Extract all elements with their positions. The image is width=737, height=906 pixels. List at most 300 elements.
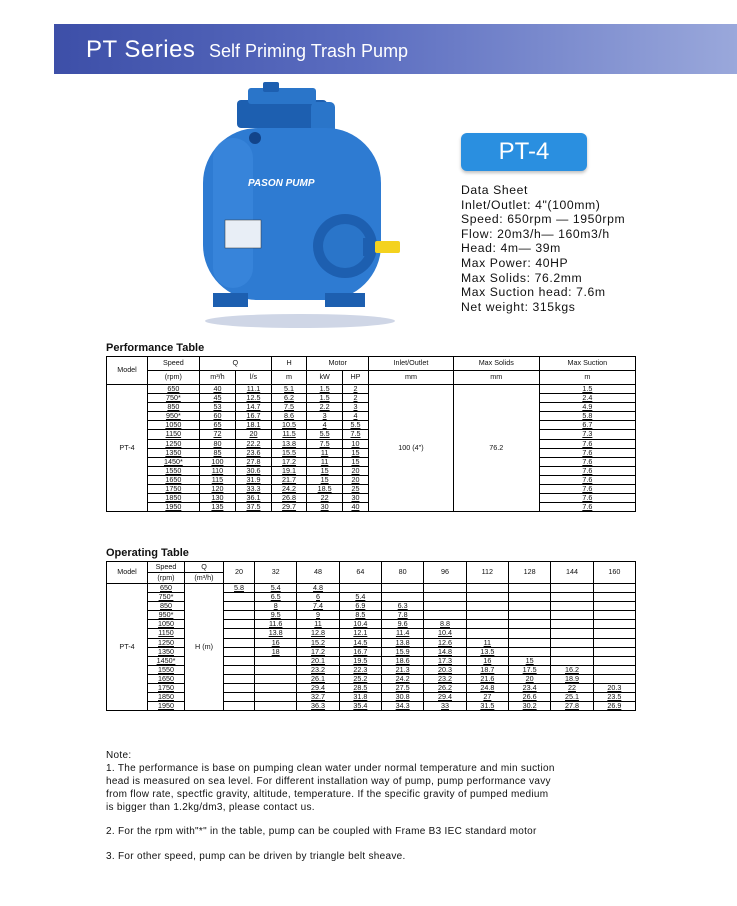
table-row: [107, 385, 636, 394]
spec-line: Head: 4m— 39m: [461, 241, 561, 256]
head-value-cell: 16.2: [551, 665, 593, 674]
flow-ls-cell: 30.6: [236, 466, 272, 475]
head-value-cell: 12.1: [339, 629, 381, 638]
flow-ls-cell: 27.8: [236, 457, 272, 466]
head-cell: 13.8: [271, 439, 307, 448]
head-value-cell: 21.6: [466, 674, 508, 683]
head-value-cell: 34.3: [382, 702, 424, 711]
unit-hp: HP: [342, 371, 368, 385]
suction-cell: 2.4: [539, 394, 635, 403]
head-value-cell: 17.3: [424, 656, 466, 665]
head-value-cell: [466, 602, 508, 611]
head-value-cell: 16.7: [339, 647, 381, 656]
head-value-cell: 32.7: [297, 693, 339, 702]
head-value-cell: 18.9: [551, 674, 593, 683]
head-value-cell: 26.9: [593, 702, 635, 711]
head-value-cell: [551, 656, 593, 665]
head-value-cell: 12.6: [424, 638, 466, 647]
unit-inlet: mm: [369, 371, 454, 385]
header-q: Q: [185, 562, 224, 573]
speed-cell: 1950: [148, 702, 185, 711]
speed-cell: 750*: [148, 394, 200, 403]
head-value-cell: [551, 638, 593, 647]
head-value-cell: 13.5: [466, 647, 508, 656]
flow-m3h-cell: 85: [199, 448, 235, 457]
flow-column-header: 48: [297, 562, 339, 584]
head-value-cell: [593, 611, 635, 620]
head-value-cell: 6.3: [382, 602, 424, 611]
motor-kw-cell: 22: [307, 494, 343, 503]
suction-cell: 7.6: [539, 457, 635, 466]
motor-kw-cell: 7.5: [307, 439, 343, 448]
motor-hp-cell: 3: [342, 403, 368, 412]
speed-cell: 950*: [148, 412, 200, 421]
head-value-cell: [551, 620, 593, 629]
speed-cell: 1350: [148, 647, 185, 656]
speed-cell: 1550: [148, 466, 200, 475]
head-value-cell: 26.6: [509, 693, 551, 702]
flow-m3h-cell: 120: [199, 485, 235, 494]
head-value-cell: [593, 620, 635, 629]
head-value-cell: 12.8: [297, 629, 339, 638]
series-subtitle: Self Priming Trash Pump: [209, 41, 409, 61]
head-value-cell: 6: [297, 593, 339, 602]
table-row: [107, 584, 636, 593]
flow-m3h-cell: 45: [199, 394, 235, 403]
spec-line: Speed: 650rpm — 1950rpm: [461, 212, 626, 227]
head-value-cell: [466, 629, 508, 638]
head-value-cell: [255, 674, 297, 683]
flow-ls-cell: 11.1: [236, 385, 272, 394]
head-value-cell: [224, 602, 255, 611]
header-suction: Max Suction: [539, 357, 635, 371]
motor-hp-cell: 15: [342, 457, 368, 466]
head-value-cell: 5.4: [255, 584, 297, 593]
motor-hp-cell: 5.5: [342, 421, 368, 430]
operating-table: [106, 561, 636, 711]
head-value-cell: 18.6: [382, 656, 424, 665]
flow-ls-cell: 14.7: [236, 403, 272, 412]
head-value-cell: 8: [255, 602, 297, 611]
head-cell: 10.5: [271, 421, 307, 430]
flow-m3h-cell: 115: [199, 475, 235, 484]
head-value-cell: 5.8: [224, 584, 255, 593]
flow-column-header: 144: [551, 562, 593, 584]
motor-kw-cell: 5.5: [307, 430, 343, 439]
head-value-cell: 11: [466, 638, 508, 647]
header-rpm: (rpm): [148, 371, 200, 385]
head-value-cell: 16: [255, 638, 297, 647]
head-value-cell: [255, 693, 297, 702]
motor-kw-cell: 4: [307, 421, 343, 430]
head-value-cell: [593, 593, 635, 602]
motor-kw-cell: 15: [307, 475, 343, 484]
head-cell: 17.2: [271, 457, 307, 466]
head-value-cell: 6.5: [255, 593, 297, 602]
note-3: 3. For other speed, pump can be driven by triangle belt sheave.: [106, 851, 406, 862]
head-value-cell: [509, 602, 551, 611]
head-value-cell: [382, 584, 424, 593]
head-value-cell: 13.8: [382, 638, 424, 647]
head-value-cell: 30.8: [382, 693, 424, 702]
suction-cell: 7.6: [539, 466, 635, 475]
motor-kw-cell: 3: [307, 412, 343, 421]
suction-cell: 5.8: [539, 412, 635, 421]
flow-ls-cell: 36.1: [236, 494, 272, 503]
speed-cell: 1750: [148, 485, 200, 494]
head-value-cell: [509, 647, 551, 656]
speed-cell: 1150: [148, 430, 200, 439]
note-1-line: is bigger than 1.2kg/dm3, please contact us.: [106, 802, 315, 813]
head-value-cell: [224, 656, 255, 665]
head-value-cell: [224, 665, 255, 674]
flow-m3h-cell: 65: [199, 421, 235, 430]
header-q: Q: [199, 357, 271, 371]
spec-line: Max Solids: 76.2mm: [461, 270, 583, 285]
flow-column-header: 64: [339, 562, 381, 584]
header-solids: Max Solids: [453, 357, 539, 371]
head-value-cell: [593, 647, 635, 656]
head-value-cell: 16: [466, 656, 508, 665]
head-value-cell: 22.3: [339, 665, 381, 674]
flow-ls-cell: 12.5: [236, 394, 272, 403]
header-speed: Speed: [148, 357, 200, 371]
motor-hp-cell: 2: [342, 385, 368, 394]
motor-hp-cell: 20: [342, 475, 368, 484]
speed-cell: 650: [148, 584, 185, 593]
title-banner: [54, 24, 737, 74]
speed-cell: 850: [148, 602, 185, 611]
head-value-cell: 9.5: [255, 611, 297, 620]
header-h: H: [271, 357, 307, 371]
head-value-cell: [424, 584, 466, 593]
head-value-cell: 15: [509, 656, 551, 665]
head-value-cell: [466, 620, 508, 629]
flow-column-header: 32: [255, 562, 297, 584]
head-value-cell: 20: [509, 674, 551, 683]
suction-cell: 7.6: [539, 439, 635, 448]
head-value-cell: [424, 602, 466, 611]
header-motor: Motor: [307, 357, 369, 371]
speed-cell: 1250: [148, 439, 200, 448]
speed-cell: 650: [148, 385, 200, 394]
head-value-cell: [509, 593, 551, 602]
head-value-cell: [593, 638, 635, 647]
motor-hp-cell: 25: [342, 485, 368, 494]
unit-q2: l/s: [236, 371, 272, 385]
head-value-cell: 23.2: [424, 674, 466, 683]
unit-kw: kW: [307, 371, 343, 385]
head-value-cell: [255, 665, 297, 674]
head-value-cell: 26.2: [424, 684, 466, 693]
head-cell: 5.1: [271, 385, 307, 394]
header-model: Model: [107, 357, 148, 385]
head-label-cell: H (m): [185, 584, 224, 711]
speed-cell: 750*: [148, 593, 185, 602]
head-value-cell: [593, 665, 635, 674]
speed-cell: 1050: [148, 421, 200, 430]
head-value-cell: 31.5: [466, 702, 508, 711]
head-value-cell: 19.5: [339, 656, 381, 665]
head-value-cell: [224, 638, 255, 647]
suction-cell: 6.7: [539, 421, 635, 430]
head-value-cell: 15.9: [382, 647, 424, 656]
head-value-cell: [593, 629, 635, 638]
head-value-cell: 10.4: [339, 620, 381, 629]
head-cell: 26.8: [271, 494, 307, 503]
head-value-cell: 18: [255, 647, 297, 656]
head-value-cell: [224, 629, 255, 638]
head-value-cell: 23.2: [297, 665, 339, 674]
flow-column-header: 20: [224, 562, 255, 584]
head-value-cell: [255, 684, 297, 693]
unit-q1: m³/h: [199, 371, 235, 385]
head-value-cell: [551, 647, 593, 656]
speed-cell: 1250: [148, 638, 185, 647]
inlet-cell: 100 (4"): [369, 385, 454, 512]
head-value-cell: [224, 620, 255, 629]
flow-column-header: 80: [382, 562, 424, 584]
head-cell: 24.2: [271, 485, 307, 494]
model-badge: PT-4: [461, 133, 587, 171]
head-value-cell: 11.6: [255, 620, 297, 629]
series-title: PT Series: [86, 36, 196, 63]
suction-cell: 7.3: [539, 430, 635, 439]
head-value-cell: [224, 611, 255, 620]
spec-line: Max Power: 40HP: [461, 255, 569, 270]
flow-m3h-cell: 100: [199, 457, 235, 466]
head-value-cell: 8.5: [339, 611, 381, 620]
head-value-cell: [551, 593, 593, 602]
head-value-cell: [551, 584, 593, 593]
flow-m3h-cell: 53: [199, 403, 235, 412]
header-speed: Speed: [148, 562, 185, 573]
motor-hp-cell: 7.5: [342, 430, 368, 439]
head-value-cell: 5.4: [339, 593, 381, 602]
head-value-cell: [509, 611, 551, 620]
head-value-cell: 8.8: [424, 620, 466, 629]
suction-cell: 7.6: [539, 475, 635, 484]
head-value-cell: 10.4: [424, 629, 466, 638]
motor-kw-cell: 18.5: [307, 485, 343, 494]
flow-ls-cell: 33.3: [236, 485, 272, 494]
flow-m3h-cell: 72: [199, 430, 235, 439]
flow-m3h-cell: 80: [199, 439, 235, 448]
motor-kw-cell: 15: [307, 466, 343, 475]
motor-hp-cell: 2: [342, 394, 368, 403]
head-value-cell: 24.8: [466, 684, 508, 693]
flow-ls-cell: 18.1: [236, 421, 272, 430]
note-title: Note:: [106, 750, 132, 761]
head-value-cell: [424, 593, 466, 602]
unit-suction: m: [539, 371, 635, 385]
head-value-cell: 27.5: [382, 684, 424, 693]
head-value-cell: [224, 593, 255, 602]
unit-solids: mm: [453, 371, 539, 385]
motor-kw-cell: 1.5: [307, 394, 343, 403]
header-model: Model: [107, 562, 148, 584]
flow-ls-cell: 31.9: [236, 475, 272, 484]
head-value-cell: [224, 693, 255, 702]
head-value-cell: 36.3: [297, 702, 339, 711]
suction-cell: 1.5: [539, 385, 635, 394]
head-value-cell: [224, 702, 255, 711]
spec-line: Max Suction head: 7.6m: [461, 285, 606, 300]
unit-h: m: [271, 371, 307, 385]
head-value-cell: [593, 584, 635, 593]
head-value-cell: 27: [466, 693, 508, 702]
head-value-cell: 25.2: [339, 674, 381, 683]
head-value-cell: 20.3: [424, 665, 466, 674]
head-cell: 11.5: [271, 430, 307, 439]
flow-column-header: 128: [509, 562, 551, 584]
head-value-cell: [593, 602, 635, 611]
spec-line: Net weight: 315kgs: [461, 299, 576, 314]
motor-hp-cell: 15: [342, 448, 368, 457]
head-value-cell: 15.2: [297, 638, 339, 647]
head-value-cell: [255, 702, 297, 711]
speed-cell: 1750: [148, 684, 185, 693]
head-value-cell: 25.1: [551, 693, 593, 702]
head-value-cell: 21.3: [382, 665, 424, 674]
motor-kw-cell: 11: [307, 448, 343, 457]
speed-cell: 1850: [148, 494, 200, 503]
speed-cell: 1050: [148, 620, 185, 629]
motor-kw-cell: 1.5: [307, 385, 343, 394]
header-q-unit: (m³/h): [185, 573, 224, 584]
head-cell: 19.1: [271, 466, 307, 475]
head-value-cell: [509, 629, 551, 638]
suction-cell: 7.6: [539, 494, 635, 503]
flow-column-header: 112: [466, 562, 508, 584]
performance-table: [106, 356, 636, 512]
motor-hp-cell: 40: [342, 503, 368, 512]
head-value-cell: 31.8: [339, 693, 381, 702]
speed-cell: 1550: [148, 665, 185, 674]
head-cell: 8.6: [271, 412, 307, 421]
head-cell: 21.7: [271, 475, 307, 484]
suction-cell: 4.9: [539, 403, 635, 412]
flow-m3h-cell: 40: [199, 385, 235, 394]
head-cell: 7.5: [271, 403, 307, 412]
suction-cell: 7.6: [539, 448, 635, 457]
head-value-cell: [224, 684, 255, 693]
speed-cell: 1950: [148, 503, 200, 512]
note-2: 2. For the rpm with"*" in the table, pump can be coupled with Frame B3 IEC standard motor: [106, 826, 537, 837]
motor-hp-cell: 20: [342, 466, 368, 475]
head-value-cell: 7.8: [382, 611, 424, 620]
head-cell: 15.5: [271, 448, 307, 457]
head-value-cell: 27.8: [551, 702, 593, 711]
head-value-cell: 29.4: [297, 684, 339, 693]
motor-hp-cell: 30: [342, 494, 368, 503]
head-value-cell: 6.9: [339, 602, 381, 611]
head-value-cell: 13.8: [255, 629, 297, 638]
head-value-cell: 9: [297, 611, 339, 620]
operating-table-title: Operating Table: [106, 547, 189, 559]
flow-ls-cell: 16.7: [236, 412, 272, 421]
head-value-cell: 4.8: [297, 584, 339, 593]
motor-hp-cell: 4: [342, 412, 368, 421]
speed-cell: 1850: [148, 693, 185, 702]
head-cell: 29.7: [271, 503, 307, 512]
head-value-cell: 17.5: [509, 665, 551, 674]
flow-ls-cell: 23.6: [236, 448, 272, 457]
model-cell: PT-4: [107, 584, 148, 711]
brand-logo: PASON PUMP: [248, 178, 315, 189]
header-inlet: Inlet/Outlet: [369, 357, 454, 371]
flow-m3h-cell: 110: [199, 466, 235, 475]
head-value-cell: 14.5: [339, 638, 381, 647]
head-value-cell: [509, 620, 551, 629]
head-value-cell: 17.2: [297, 647, 339, 656]
head-value-cell: [255, 656, 297, 665]
flow-m3h-cell: 130: [199, 494, 235, 503]
head-value-cell: 29.4: [424, 693, 466, 702]
speed-cell: 1450*: [148, 457, 200, 466]
head-value-cell: 9.6: [382, 620, 424, 629]
head-value-cell: [593, 656, 635, 665]
head-value-cell: 20.1: [297, 656, 339, 665]
note-1-line: from flow rate, spectfic gravity, altitude, temperature. If the specific gravity of pumped medium: [106, 789, 549, 800]
model-cell: PT-4: [107, 385, 148, 512]
head-value-cell: [551, 611, 593, 620]
flow-column-header: 160: [593, 562, 635, 584]
flow-column-header: 96: [424, 562, 466, 584]
header-rpm: (rpm): [148, 573, 185, 584]
spec-line: Data Sheet: [461, 183, 528, 197]
data-sheet-specs: [461, 183, 625, 314]
motor-hp-cell: 10: [342, 439, 368, 448]
speed-cell: 850: [148, 403, 200, 412]
head-value-cell: 18.7: [466, 665, 508, 674]
motor-kw-cell: 11: [307, 457, 343, 466]
pump-illustration: [185, 78, 425, 333]
suction-cell: 7.6: [539, 485, 635, 494]
head-value-cell: [466, 611, 508, 620]
spec-line: Inlet/Outlet: 4"(100mm): [461, 197, 601, 212]
head-value-cell: [551, 629, 593, 638]
motor-kw-cell: 30: [307, 503, 343, 512]
note-1-line: head is measured on sea level. For different installation way of pump, pump performance vavy: [106, 776, 551, 787]
head-value-cell: 24.2: [382, 674, 424, 683]
performance-table-title: Performance Table: [106, 342, 205, 354]
flow-m3h-cell: 135: [199, 503, 235, 512]
head-value-cell: 26.1: [297, 674, 339, 683]
head-value-cell: 22: [551, 684, 593, 693]
head-value-cell: 28.5: [339, 684, 381, 693]
head-value-cell: 23.5: [593, 693, 635, 702]
head-value-cell: 11.4: [382, 629, 424, 638]
head-value-cell: [224, 674, 255, 683]
head-value-cell: 35.4: [339, 702, 381, 711]
head-value-cell: [466, 593, 508, 602]
speed-cell: 950*: [148, 611, 185, 620]
head-value-cell: [551, 602, 593, 611]
head-value-cell: [466, 584, 508, 593]
speed-cell: 1650: [148, 674, 185, 683]
flow-m3h-cell: 60: [199, 412, 235, 421]
flow-ls-cell: 22.2: [236, 439, 272, 448]
speed-cell: 1150: [148, 629, 185, 638]
speed-cell: 1650: [148, 475, 200, 484]
spec-line: Flow: 20m3/h— 160m3/h: [461, 226, 610, 241]
head-value-cell: 23.4: [509, 684, 551, 693]
head-value-cell: 30.2: [509, 702, 551, 711]
head-value-cell: [224, 647, 255, 656]
head-value-cell: [509, 638, 551, 647]
head-value-cell: 11: [297, 620, 339, 629]
